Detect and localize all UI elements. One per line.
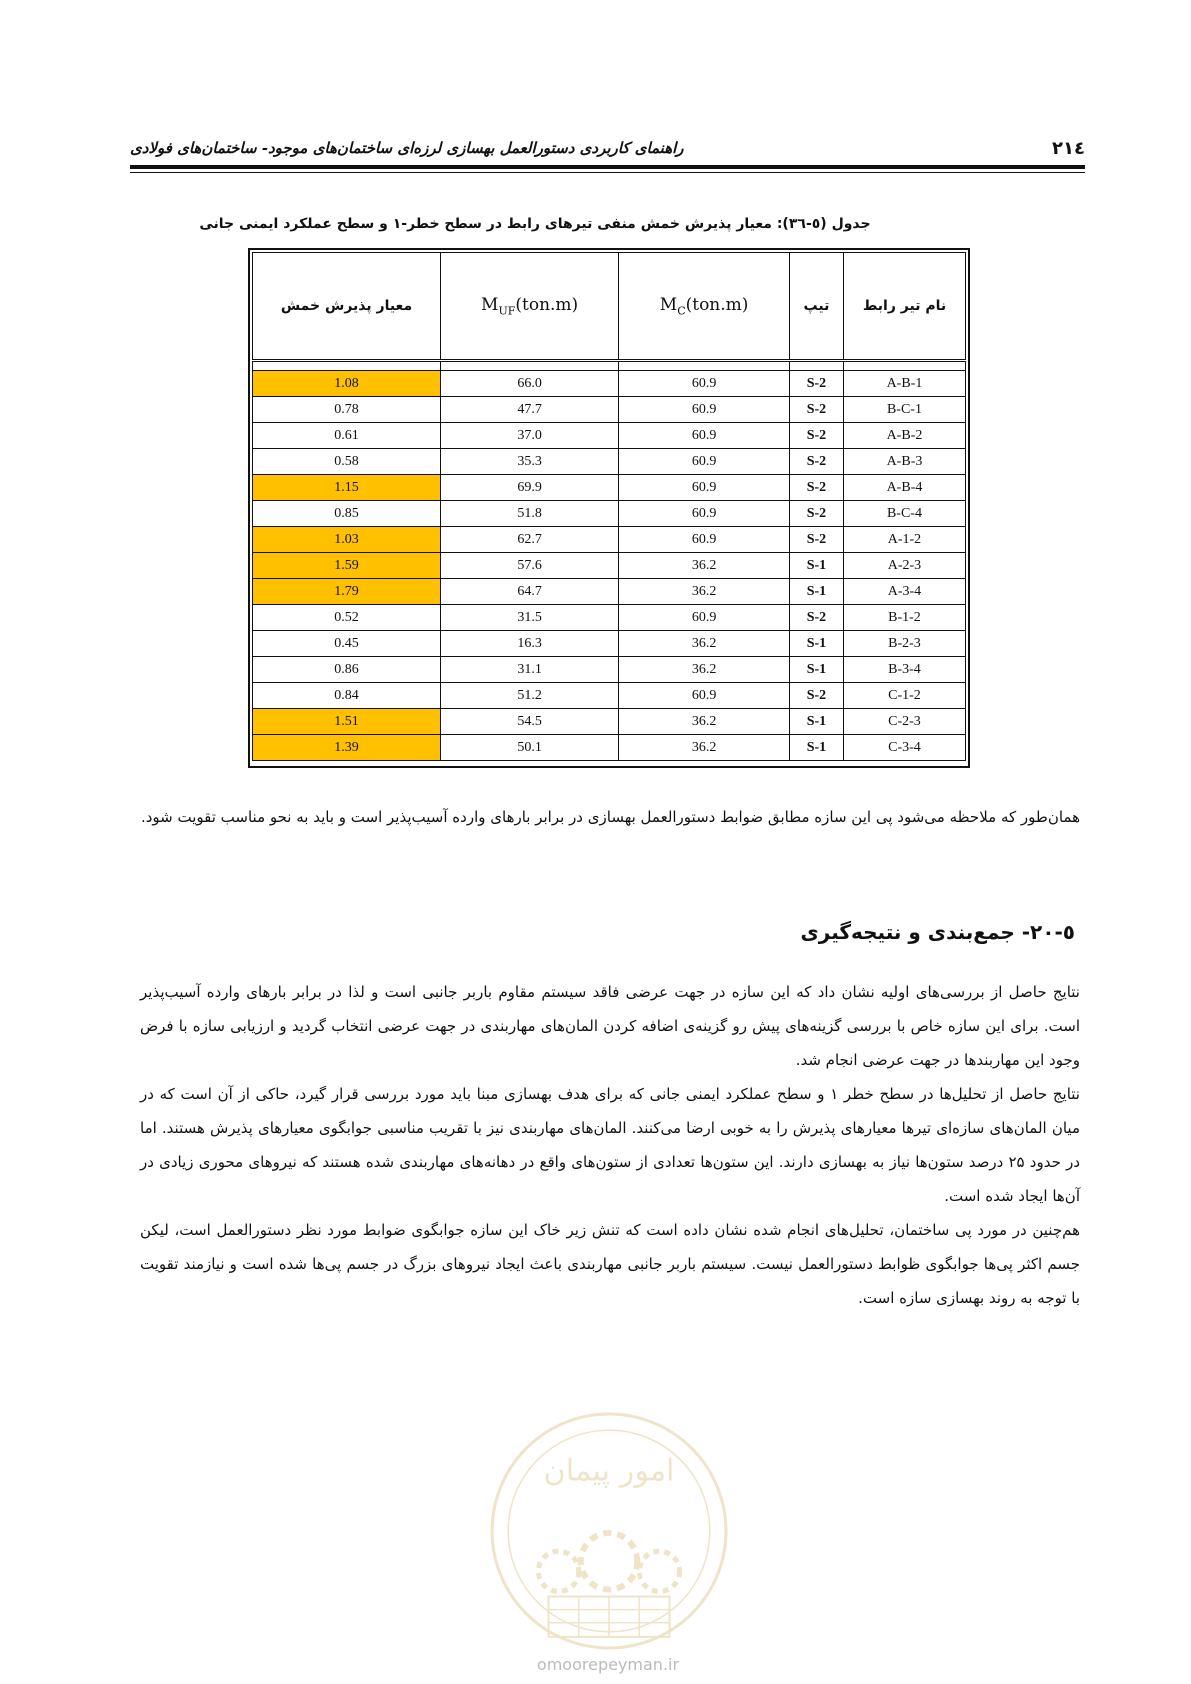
cell-type: S-1: [789, 657, 843, 683]
cell-beam-name: 4-B-C: [843, 501, 965, 527]
cell-type: S-2: [789, 475, 843, 501]
header-rule: [130, 165, 1085, 169]
cell-beam-name: C-3-4: [843, 735, 965, 761]
cell-ratio: 1.39: [253, 735, 441, 761]
cell-muf: 51.8: [441, 501, 619, 527]
cell-ratio: 1.03: [253, 527, 441, 553]
cell-mc: 36.2: [619, 553, 790, 579]
cell-ratio: 1.08: [253, 371, 441, 397]
col-header-type: تیپ: [789, 253, 843, 361]
running-title: راهنمای کاربردی دستورالعمل بهسازی لرزه‌ای ساختمان‌های موجود- ساختمان‌های فولادی: [130, 139, 684, 157]
cell-ratio: 0.58: [253, 449, 441, 475]
cell-ratio: 0.86: [253, 657, 441, 683]
cell-ratio: 0.61: [253, 423, 441, 449]
watermark-site: omoorepeyman.ir: [536, 1655, 680, 1674]
cell-mc: 36.2: [619, 579, 790, 605]
col-header-muf: $M_{UF}(ton.m)$: [441, 253, 619, 361]
table-row: [253, 631, 966, 657]
cell-mc: 60.9: [619, 683, 790, 709]
cell-muf: 37.0: [441, 423, 619, 449]
cell-mc: 60.9: [619, 605, 790, 631]
cell-mc: 60.9: [619, 527, 790, 553]
cell-ratio: 0.78: [253, 397, 441, 423]
table-row: [253, 579, 966, 605]
table-row: [253, 553, 966, 579]
cell-muf: 69.9: [441, 475, 619, 501]
cell-beam-name: 1-B-C: [843, 397, 965, 423]
after-table-paragraph: همان‌طور که ملاحظه می‌شود پی این سازه مطابق ضوابط دستورالعمل بهسازی در برابر بارهای وارده آسیب‌پذیر است و باید به نحو مناسب تقویت شود.: [140, 808, 1080, 826]
cell-beam-name: C-2-3: [843, 709, 965, 735]
cell-beam-name: B-1-2: [843, 605, 965, 631]
col-header-mc: $M_C(ton.m)$: [619, 253, 790, 361]
paragraph: هم‌چنین در مورد پی ساختمان، تحلیل‌های انجام شده نشان داده است که تنش زیر خاک این سازه جوابگوی ضوابط مورد نظر دستورالعمل است، لیکن جسم اکثر پی‌ها جوابگوی ظوابط دستورالعمل نیست. سیستم باربر جانبی مهاربندی باعث ایجاد نیروهای بزرگ در جسم پی‌ها شده است و نیازمند تقویت با توجه به روند بهسازی سازه است.: [140, 1221, 1080, 1307]
cell-mc: 60.9: [619, 423, 790, 449]
col-header-name: نام تیر رابط: [843, 253, 965, 361]
cell-muf: 35.3: [441, 449, 619, 475]
cell-mc: 60.9: [619, 397, 790, 423]
cell-muf: 47.7: [441, 397, 619, 423]
cell-muf: 16.3: [441, 631, 619, 657]
cell-ratio: 0.45: [253, 631, 441, 657]
table-row: [253, 423, 966, 449]
header-rule-thin: [130, 172, 1085, 173]
cell-type: S-2: [789, 397, 843, 423]
table-caption: جدول (٥-٣٦): معیار پذیرش خمش منفی تیرهای رابط در سطح خطر-۱ و سطح عملکرد ایمنی جانی: [199, 216, 871, 232]
cell-mc: 60.9: [619, 371, 790, 397]
cell-ratio: 1.15: [253, 475, 441, 501]
cell-beam-name: 3-A-B: [843, 449, 965, 475]
cell-mc: 60.9: [619, 449, 790, 475]
cell-ratio: 0.84: [253, 683, 441, 709]
cell-beam-name: A-1-2: [843, 527, 965, 553]
cell-type: S-2: [789, 449, 843, 475]
cell-type: S-2: [789, 371, 843, 397]
cell-mc: 36.2: [619, 657, 790, 683]
table-row: [253, 605, 966, 631]
cell-beam-name: B-2-3: [843, 631, 965, 657]
cell-type: S-2: [789, 501, 843, 527]
cell-ratio: 1.59: [253, 553, 441, 579]
cell-beam-name: 2-A-B: [843, 423, 965, 449]
stamp-text: امور پیمان: [543, 1453, 675, 1489]
page-number: ۲۱٤: [1052, 137, 1085, 159]
cell-muf: 31.5: [441, 605, 619, 631]
cell-type: S-1: [789, 579, 843, 605]
table-row: [253, 683, 966, 709]
cell-ratio: 1.51: [253, 709, 441, 735]
table-row: [253, 527, 966, 553]
cell-type: S-1: [789, 709, 843, 735]
cell-muf: 64.7: [441, 579, 619, 605]
table-frame: [248, 248, 970, 768]
table-row: [253, 449, 966, 475]
table-header-row: [253, 253, 966, 361]
cell-muf: 54.5: [441, 709, 619, 735]
section-heading: ٥-٢٠- جمع‌بندی و نتیجه‌گیری: [800, 920, 1075, 944]
cell-type: S-2: [789, 683, 843, 709]
cell-ratio: 0.85: [253, 501, 441, 527]
cell-type: S-2: [789, 605, 843, 631]
cell-muf: 57.6: [441, 553, 619, 579]
paragraph: نتایج حاصل از بررسی‌های اولیه نشان داد که این سازه در جهت عرضی فاقد سیستم مقاوم باربر جانبی است و لذا در برابر بارهای وارده آسیب‌پذیر است. برای این سازه خاص با بررسی گزینه‌های پیش رو گزینه‌ی اضافه کردن المان‌های مهاربندی در جهت عرضی انتخاب گردید و ارزیابی سازه با فرض وجود این مهاربندها در جهت عرضی انجام شد.: [140, 983, 1080, 1069]
cell-beam-name: 4-A-B: [843, 475, 965, 501]
col-header-ratio: معیار پذیرش خمش: [253, 253, 441, 361]
cell-ratio: 1.79: [253, 579, 441, 605]
cell-mc: 60.9: [619, 475, 790, 501]
cell-type: S-2: [789, 423, 843, 449]
table-row: [253, 709, 966, 735]
table-row: [253, 501, 966, 527]
watermark-stamp: [488, 1410, 730, 1652]
cell-beam-name: A-2-3: [843, 553, 965, 579]
table-row: [253, 657, 966, 683]
cell-beam-name: B-3-4: [843, 657, 965, 683]
cell-muf: 50.1: [441, 735, 619, 761]
cell-mc: 36.2: [619, 709, 790, 735]
page-header: [130, 128, 1085, 168]
cell-mc: 60.9: [619, 501, 790, 527]
cell-beam-name: C-1-2: [843, 683, 965, 709]
cell-type: S-1: [789, 735, 843, 761]
cell-type: S-1: [789, 553, 843, 579]
cell-type: S-1: [789, 631, 843, 657]
section-body: [140, 975, 1080, 1315]
cell-beam-name: 1-A-B: [843, 371, 965, 397]
cell-ratio: 0.52: [253, 605, 441, 631]
link-beam-table: [252, 252, 966, 761]
table-row: [253, 475, 966, 501]
cell-mc: 36.2: [619, 735, 790, 761]
cell-muf: 62.7: [441, 527, 619, 553]
cell-muf: 51.2: [441, 683, 619, 709]
table-row: [253, 371, 966, 397]
cell-muf: 66.0: [441, 371, 619, 397]
cell-mc: 36.2: [619, 631, 790, 657]
header-separator: [253, 361, 966, 371]
cell-beam-name: A-3-4: [843, 579, 965, 605]
cell-type: S-2: [789, 527, 843, 553]
paragraph: نتایج حاصل از تحلیل‌ها در سطح خطر ۱ و سطح عملکرد ایمنی جانی که برای هدف بهسازی مبنا باید مورد بررسی قرار گیرد، حاکی از آن است که در میان المان‌های سازه‌ای تیرها معیارهای پذیرش را به خوبی ارضا می‌کنند. المان‌های مهاربندی نیز با تقریب مناسبی جوابگوی معیارهای پذیرش هستند. اما در حدود ۲۵ درصد ستون‌ها نیاز به بهسازی دارند. این ستون‌ها تعدادی از ستون‌های واقع در دهانه‌های مهاربندی شده هستند که نیروهای محوری زیادی در آن‌ها ایجاد شده است.: [140, 1085, 1081, 1205]
cell-muf: 31.1: [441, 657, 619, 683]
table-row: [253, 735, 966, 761]
table-row: [253, 397, 966, 423]
